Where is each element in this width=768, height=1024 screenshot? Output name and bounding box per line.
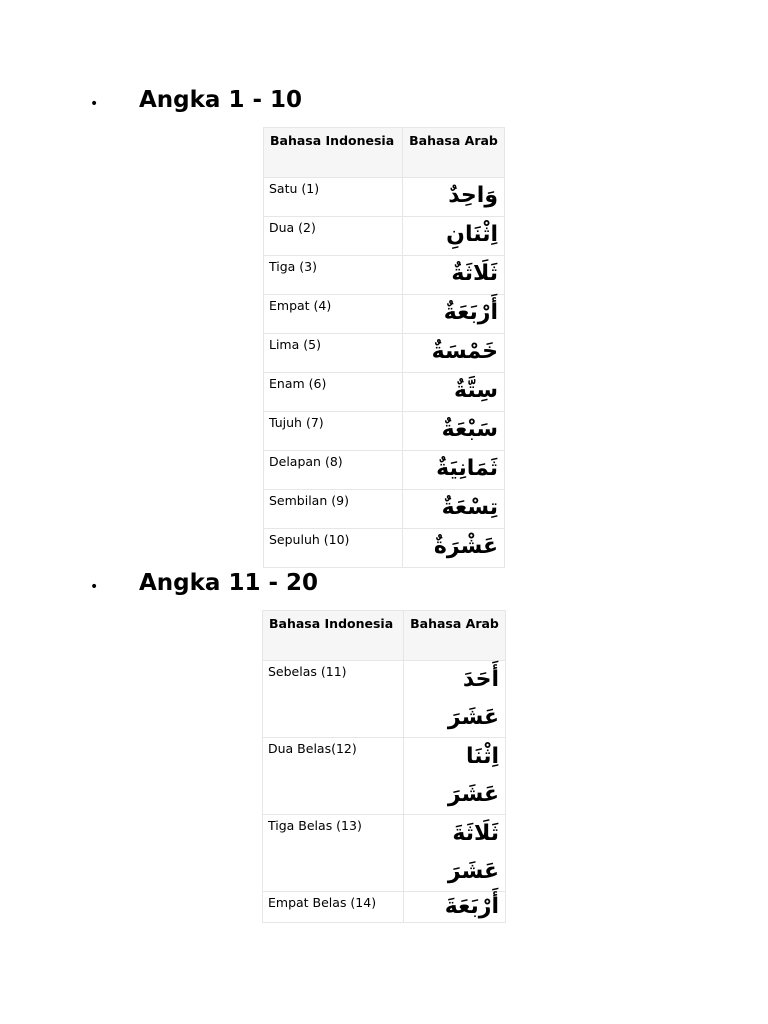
arabic-number [404, 738, 506, 815]
indonesian-number: Dua Belas(12) [263, 738, 404, 815]
indonesian-number: Tujuh (7) [264, 412, 403, 451]
table-row [264, 334, 505, 373]
indonesian-number: Sembilan (9) [264, 490, 403, 529]
arabic-number: عَشْرَةٌ [403, 529, 505, 568]
table-row [264, 451, 505, 490]
table-row [264, 217, 505, 256]
arabic-number: ثَمَانِيَةٌ [403, 451, 505, 490]
arabic-number: تِسْعَةٌ [403, 490, 505, 529]
table-row [264, 178, 505, 217]
indonesian-number: Tiga (3) [264, 256, 403, 295]
arabic-word: أَرْبَعَةَ [444, 894, 499, 919]
arabic-word: ثَلَاثَةَ [452, 821, 499, 846]
indonesian-number: Empat Belas (14) [263, 892, 404, 923]
table-row [263, 661, 506, 738]
table-header-row [264, 128, 505, 178]
indonesian-number: Sebelas (11) [263, 661, 404, 738]
arabic-number [404, 815, 506, 892]
table-row [264, 529, 505, 568]
arabic-number: ثَلَاثَةٌ [403, 256, 505, 295]
indonesian-number: Enam (6) [264, 373, 403, 412]
arabic-number: أَرْبَعَةٌ [403, 295, 505, 334]
header-bahasa-indonesia: Bahasa Indonesia [263, 611, 404, 661]
arabic-number: سِتَّةٌ [403, 373, 505, 412]
table-row [264, 412, 505, 451]
indonesian-number: Satu (1) [264, 178, 403, 217]
indonesian-number: Dua (2) [264, 217, 403, 256]
header-bahasa-arab: Bahasa Arab [403, 128, 505, 178]
bullet-marker: • [90, 579, 99, 595]
table-row [263, 738, 506, 815]
table-header-row [263, 611, 506, 661]
arabic-word: اِثْنَا [465, 744, 499, 769]
table-row [263, 815, 506, 892]
header-bahasa-arab: Bahasa Arab [404, 611, 506, 661]
section-heading-11-20: Angka 11 - 20 [139, 570, 319, 596]
table-row [264, 256, 505, 295]
indonesian-number: Sepuluh (10) [264, 529, 403, 568]
table-row [264, 373, 505, 412]
indonesian-number: Delapan (8) [264, 451, 403, 490]
arabic-word: عَشَرَ [447, 859, 499, 884]
indonesian-number: Empat (4) [264, 295, 403, 334]
arabic-number: اِثْنَانِ [403, 217, 505, 256]
table-row [264, 490, 505, 529]
table-row [264, 295, 505, 334]
arabic-word: أَحَدَ [462, 667, 499, 692]
arabic-number [404, 892, 506, 923]
arabic-number: وَاحِدٌ [403, 178, 505, 217]
arabic-number [404, 661, 506, 738]
header-bahasa-indonesia: Bahasa Indonesia [264, 128, 403, 178]
arabic-word: عَشَرَ [447, 705, 499, 730]
numbers-table-11-20 [262, 610, 506, 923]
table-row [263, 892, 506, 923]
section-heading-1-10: Angka 1 - 10 [139, 87, 303, 113]
arabic-number: خَمْسَةٌ [403, 334, 505, 373]
indonesian-number: Lima (5) [264, 334, 403, 373]
bullet-marker: • [90, 96, 99, 112]
arabic-number: سَبْعَةٌ [403, 412, 505, 451]
indonesian-number: Tiga Belas (13) [263, 815, 404, 892]
numbers-table-1-10 [263, 127, 505, 568]
arabic-word: عَشَرَ [447, 782, 499, 807]
